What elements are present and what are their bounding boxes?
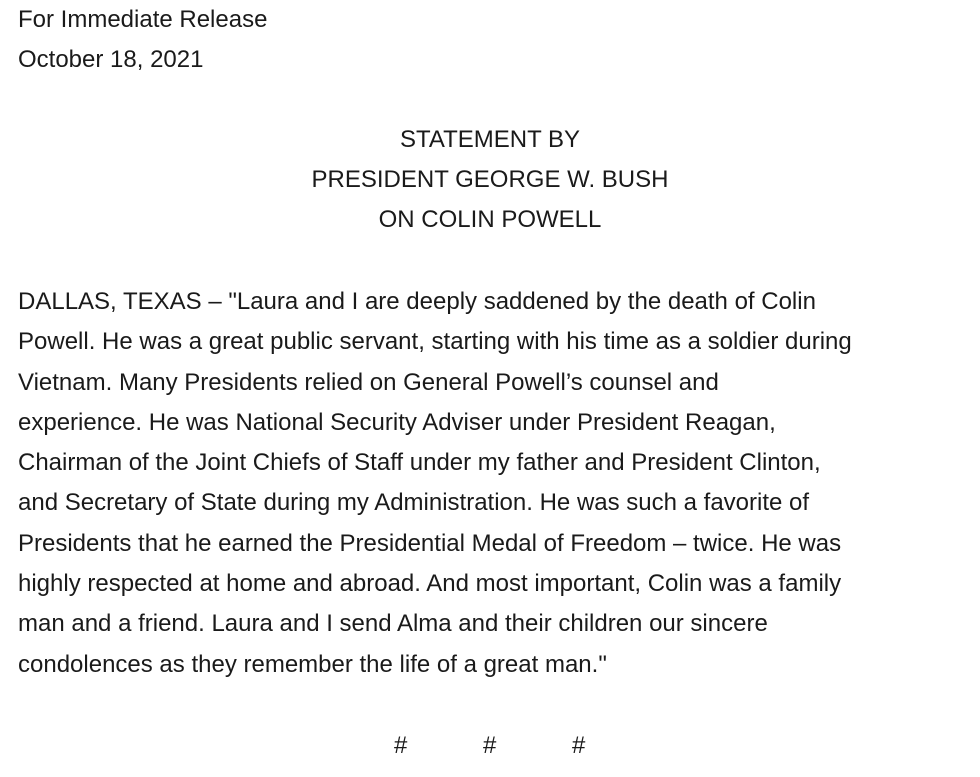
end-mark: # xyxy=(394,732,408,759)
statement-line: Presidents that he earned the Presidential Medal of Freedom – twice. He was xyxy=(18,529,842,557)
statement-line: Chairman of the Joint Chiefs of Staff under my father and President Clinton, xyxy=(18,449,821,477)
statement-line: and Secretary of State during my Administration. He was such a favorite of xyxy=(18,489,810,517)
release-date: October 18, 2021 xyxy=(18,46,204,73)
statement-line: man and a friend. Laura and I send Alma and their children our sincere xyxy=(18,610,768,638)
release-label: For Immediate Release xyxy=(18,6,268,33)
statement-line: Powell. He was a great public servant, starting with his time as a soldier during xyxy=(18,328,852,356)
statement-title xyxy=(0,120,980,240)
statement-body xyxy=(18,282,968,685)
release-header xyxy=(18,0,968,80)
statement-line: highly respected at home and abroad. And most important, Colin was a family xyxy=(18,570,842,598)
statement-line: DALLAS, TEXAS – "Laura and I are deeply saddened by the death of Colin xyxy=(18,288,816,315)
statement-line: experience. He was National Security Adviser under President Reagan, xyxy=(18,408,776,436)
end-mark: # xyxy=(572,732,586,759)
title-line: STATEMENT BY xyxy=(399,126,581,153)
statement-line: Vietnam. Many Presidents relied on General Powell’s counsel and xyxy=(18,368,719,396)
end-marks xyxy=(0,726,980,766)
title-line: PRESIDENT GEORGE W. BUSH xyxy=(311,166,669,193)
title-line: ON COLIN POWELL xyxy=(378,206,602,233)
end-mark: # xyxy=(483,732,497,759)
statement-line: condolences as they remember the life of a great man." xyxy=(18,650,607,678)
